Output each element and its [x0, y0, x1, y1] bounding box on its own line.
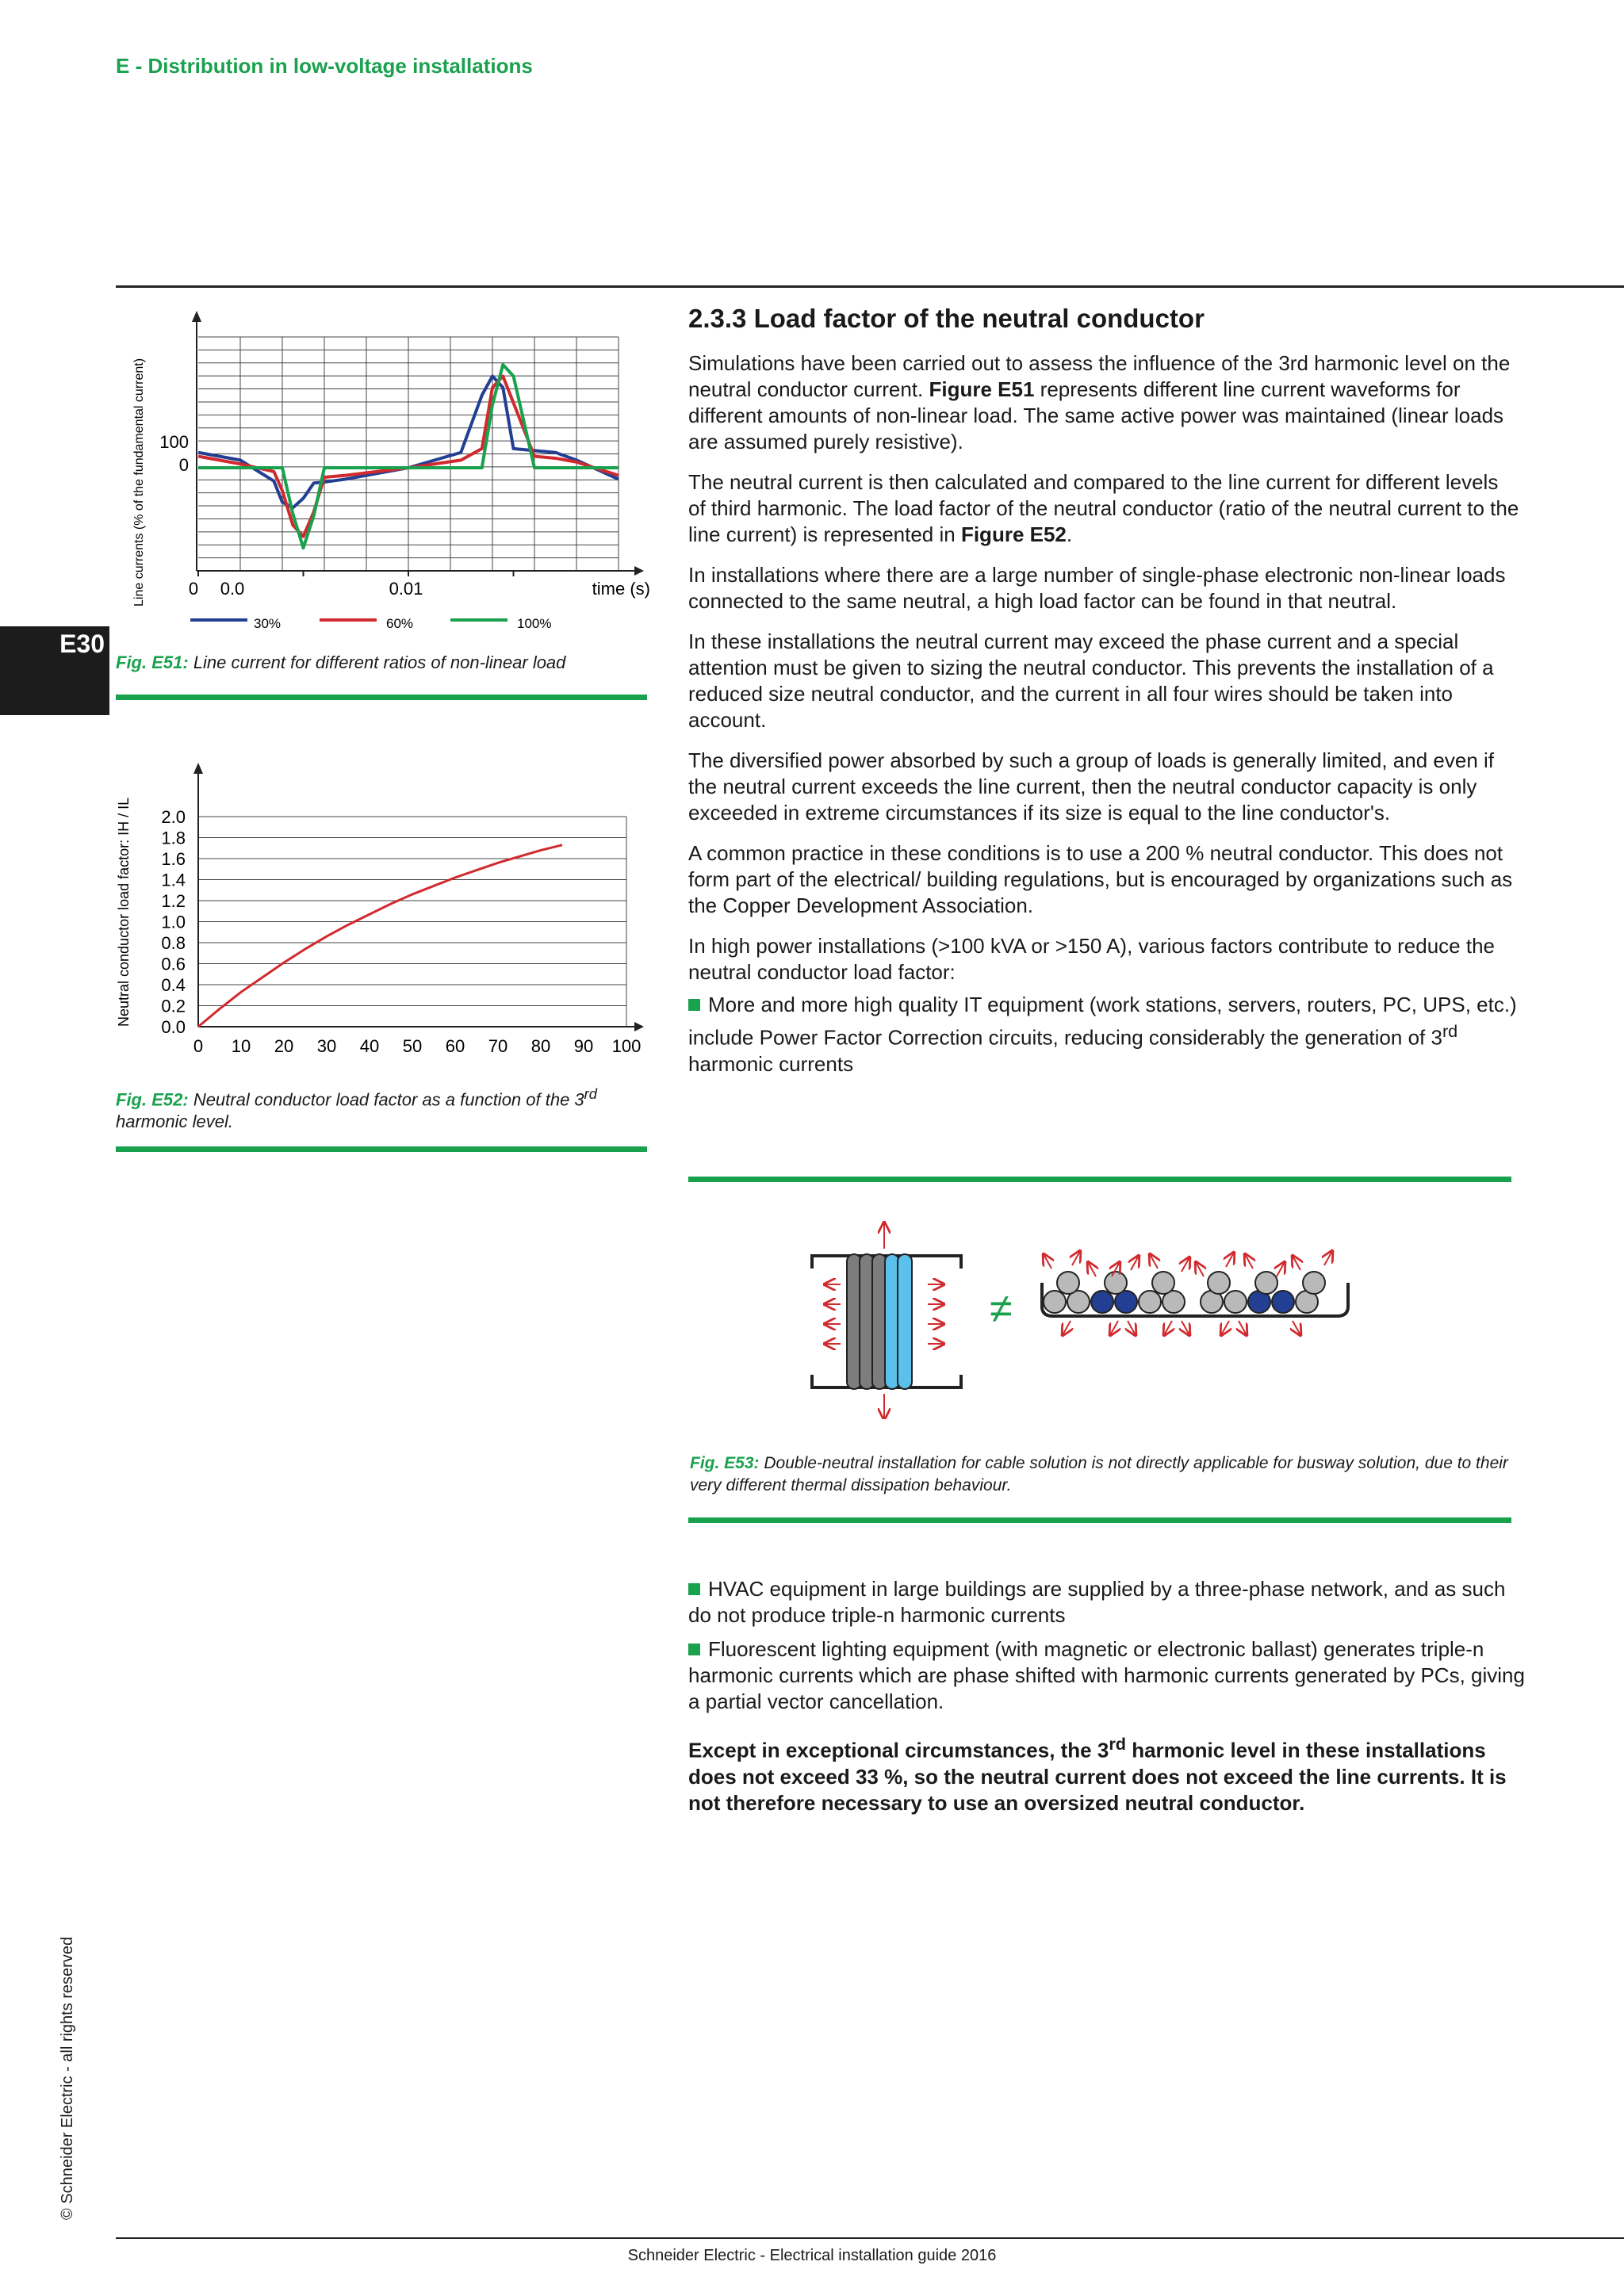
cable-grey-icon [1139, 1291, 1161, 1313]
legend-label-100: 100% [517, 616, 552, 631]
heat-arrow-icon [1131, 1256, 1139, 1270]
chart-e52-ytick: 1.4 [161, 870, 186, 890]
bullet-3-text: Fluorescent lighting equipment (with magnetic or electronic ballast) generates triple-n harmonic currents which are phase shifted with harmonic currents generated by PCs, giving a partial vector cancellation. [688, 1637, 1525, 1713]
cable-bundle-icon [812, 1223, 961, 1419]
heat-arrow-icon [1293, 1321, 1300, 1335]
chart-e51-xlabel: time (s) [592, 579, 650, 599]
heat-arrow-icon [1226, 1253, 1234, 1267]
chart-e51 [111, 301, 666, 650]
cable-grey-icon [1303, 1272, 1325, 1294]
y-axis-arrow-icon [193, 763, 203, 774]
chart-e52 [111, 761, 666, 1062]
figure-e52-link: Figure E52 [960, 522, 1067, 546]
heat-arrow-icon [1182, 1257, 1189, 1272]
chart-e52-ytick: 0.0 [161, 1017, 186, 1037]
cable-grey-icon [1105, 1272, 1127, 1294]
chart-e52-xtick: 30 [316, 1036, 337, 1056]
fig-e52-label: Fig. E52 [116, 1089, 183, 1110]
chart-e52-ytick: 1.2 [161, 891, 186, 911]
chart-e52-xtick: 80 [530, 1036, 551, 1056]
chart-e52-xtick: 70 [488, 1036, 508, 1056]
heat-arrow-icon [1182, 1321, 1189, 1335]
fig-e52-colon: : [182, 1089, 189, 1110]
fig-e53-top-rule [688, 1177, 1511, 1182]
p2-text: The neutral current is then calculated and compared to the line current for different levels of third harmonic. The load factor of the neutral conductor (ratio of the neutral current to the line current) is represented in [688, 470, 1519, 546]
chart-e52-ytick: 1.6 [161, 849, 186, 869]
cable-grey-icon [1152, 1272, 1174, 1294]
fig-e51-text: Line current for different ratios of non-linear load [193, 652, 566, 672]
fig-e51-rule [116, 695, 647, 700]
section-header: E - Distribution in low-voltage installations [116, 54, 533, 78]
paragraph-4: In these installations the neutral current may exceed the phase current and a special attention must be given to sizing the neutral conductor. This prevents the installation of a reduced size neutral conductor, and the current in all four wires should be taken into account. [688, 629, 1494, 732]
chart-e52-ytick: 0.8 [161, 933, 186, 953]
heat-arrow-icon [1164, 1321, 1172, 1335]
heat-arrow-icon [1063, 1321, 1071, 1335]
chart-e52-ylabel: Neutral conductor load factor: IH / IL [116, 797, 132, 1027]
chart-e52-ytick: 0.6 [161, 954, 186, 974]
chart-e51-plot [192, 311, 644, 576]
fig-e53-label: Fig. E53: [690, 1454, 760, 1472]
chart-e52-ytick: 2.0 [161, 807, 186, 827]
paragraph-3: In installations where there are a large number of single-phase electronic non-linear loads connected to the same neutral, a high load factor can be found in that neutral. [688, 563, 1506, 613]
fig-e51-caption [116, 652, 671, 674]
series-line-load-factor [198, 845, 562, 1027]
footer: Schneider Electric - Electrical installation guide 2016 [627, 2247, 997, 2264]
bullet-square-icon [688, 1583, 700, 1595]
heat-arrow-icon [1128, 1321, 1136, 1335]
chart-e52-xtick: 90 [573, 1036, 594, 1056]
cable-grey-icon [1224, 1291, 1247, 1313]
legend-label-30: 30% [254, 616, 282, 631]
cable-blue-icon [1272, 1291, 1294, 1313]
p1-text: Simulations have been carried out to assess the influence of the 3rd harmonic level on the neutral conductor current. [688, 351, 1511, 401]
bullet-square-icon [688, 1644, 700, 1655]
diagram-e53 [785, 1213, 1372, 1419]
cable-blue-icon [1091, 1291, 1113, 1313]
main-text-continued [688, 1576, 1529, 1824]
fig-e52-caption [116, 1083, 671, 1133]
chart-e52-xtick: 60 [445, 1036, 465, 1056]
conclusion-text: Except in exceptional circumstances, the 3 [688, 1738, 1109, 1762]
chart-e52-xtick: 100 [611, 1036, 642, 1056]
chart-e52-xtick: 0 [193, 1036, 204, 1056]
conclusion-text-2: harmonic level in these installations does not exceed 33 %, so the neutral current does not exceed the line currents. It is not therefore necessary to use an oversized neutral conductor. [688, 1738, 1507, 1815]
heat-arrow-icon [1277, 1262, 1285, 1276]
not-equal-icon: ≠ [990, 1286, 1013, 1332]
chart-e51-ytick: 100 [159, 432, 189, 452]
chart-e52-xtick: 40 [359, 1036, 380, 1056]
fig-e51-colon: : [182, 652, 189, 672]
header-rule [116, 285, 1624, 288]
cable-grey-icon [1044, 1291, 1066, 1313]
p1-text-2: represents different line current waveforms for different amounts of non-linear load. The same active power was maintained (linear loads are assumed purely resistive). [688, 377, 1504, 453]
fig-e53-caption [690, 1452, 1515, 1497]
section-title: 2.3.3 Load factor of the neutral conductor [688, 304, 1205, 333]
x-axis-arrow-icon [634, 566, 644, 576]
bullet-1 [688, 992, 1521, 1077]
heat-arrow-icon [1245, 1254, 1253, 1269]
bullet-1-sup: rd [1442, 1021, 1458, 1041]
copyright: © Schneider Electric - all rights reserved [59, 1936, 76, 2220]
cable-grey-icon [1208, 1272, 1230, 1294]
fig-e53-bottom-rule [688, 1517, 1511, 1523]
fig-e51-label: Fig. E51 [116, 652, 183, 672]
chart-e51-xtick: 0 [188, 579, 199, 599]
chart-e51-ylabel: Line currents (% of the fundamental current) [132, 358, 146, 607]
chart-e52-xtick: 50 [402, 1036, 423, 1056]
heat-arrow-icon [1324, 1251, 1332, 1265]
chart-e52-ytick: 0.4 [161, 975, 186, 995]
heat-arrow-icon [1221, 1321, 1229, 1335]
conclusion-sup: rd [1109, 1734, 1126, 1754]
heat-arrow-icon [1072, 1251, 1080, 1265]
main-text [688, 301, 1521, 1092]
fig-e53-text: Double-neutral installation for cable solution is not directly applicable for busway solution, due to their very different thermal dissipation behaviour. [690, 1454, 1508, 1494]
figure-e51-link: Figure E51 [929, 377, 1035, 401]
chart-e52-ytick: 0.2 [161, 996, 186, 1016]
heat-arrow-icon [1239, 1321, 1247, 1335]
chart-e51-ytick: 0 [178, 455, 189, 475]
chart-e52-ytick: 1.8 [161, 828, 186, 848]
heat-arrow-icon [1150, 1254, 1158, 1269]
cable-grey-icon [1255, 1272, 1277, 1294]
fig-e52-rule [116, 1146, 647, 1152]
page-tab [0, 626, 109, 715]
page-number: E30 [59, 629, 105, 658]
heat-arrow-icon [1293, 1256, 1300, 1270]
bullet-2 [688, 1576, 1529, 1628]
chart-e52-plot [161, 763, 644, 1056]
fig-e52-sup: rd [584, 1085, 597, 1102]
paragraph-6: A common practice in these conditions is to use a 200 % neutral conductor. This does not form part of the electrical/ building regulations, but is encouraged by organizations such as the Copper Development Association. [688, 841, 1513, 917]
cable-grey-icon [1057, 1272, 1079, 1294]
fig-e52-text2: harmonic level. [116, 1112, 233, 1132]
x-axis-arrow-icon [634, 1022, 644, 1031]
chart-e51-xtick: 0.01 [389, 579, 423, 599]
bullet-1-text: More and more high quality IT equipment (work stations, servers, routers, PC, UPS, etc.) include Power Factor Correction circuits, reducing considerably the generation of 3 [688, 993, 1517, 1050]
bullet-2-text: HVAC equipment in large buildings are supplied by a three-phase network, and as such do not produce triple-n harmonic currents [688, 1577, 1506, 1627]
heat-arrow-icon [1196, 1262, 1204, 1276]
heat-arrow-icon [1110, 1321, 1118, 1335]
bullet-square-icon [688, 999, 700, 1011]
y-axis-arrow-icon [192, 311, 201, 322]
bullet-3 [688, 1636, 1529, 1715]
paragraph-5: The diversified power absorbed by such a group of loads is generally limited, and even if the neutral current exceeds the line current, then the neutral conductor capacity is only exceeded in extreme circumstances if its size is equal to the line conductor's. [688, 748, 1495, 825]
heat-arrow-icon [1088, 1262, 1096, 1276]
heat-arrow-icon [1044, 1254, 1051, 1269]
chart-e51-xtick: 0.0 [220, 579, 245, 599]
chart-e52-xtick: 20 [274, 1036, 294, 1056]
legend-label-60: 60% [386, 616, 414, 631]
chart-e52-ytick: 1.0 [161, 912, 186, 932]
conclusion [688, 1731, 1529, 1816]
paragraph-1 [688, 350, 1521, 455]
paragraph-7: In high power installations (>100 kVA or >150 A), various factors contribute to reduce the neutral conductor load factor: [688, 934, 1495, 984]
p2-text-2: . [1066, 522, 1073, 546]
fig-e52-text1: Neutral conductor load factor as a function of the 3 [193, 1089, 584, 1110]
paragraph-2 [688, 469, 1521, 548]
bullet-1-text-2: harmonic currents [688, 1051, 854, 1076]
footer-rule [116, 2237, 1624, 2239]
chart-e52-xtick: 10 [231, 1036, 251, 1056]
busway-tray-icon [1042, 1251, 1348, 1335]
